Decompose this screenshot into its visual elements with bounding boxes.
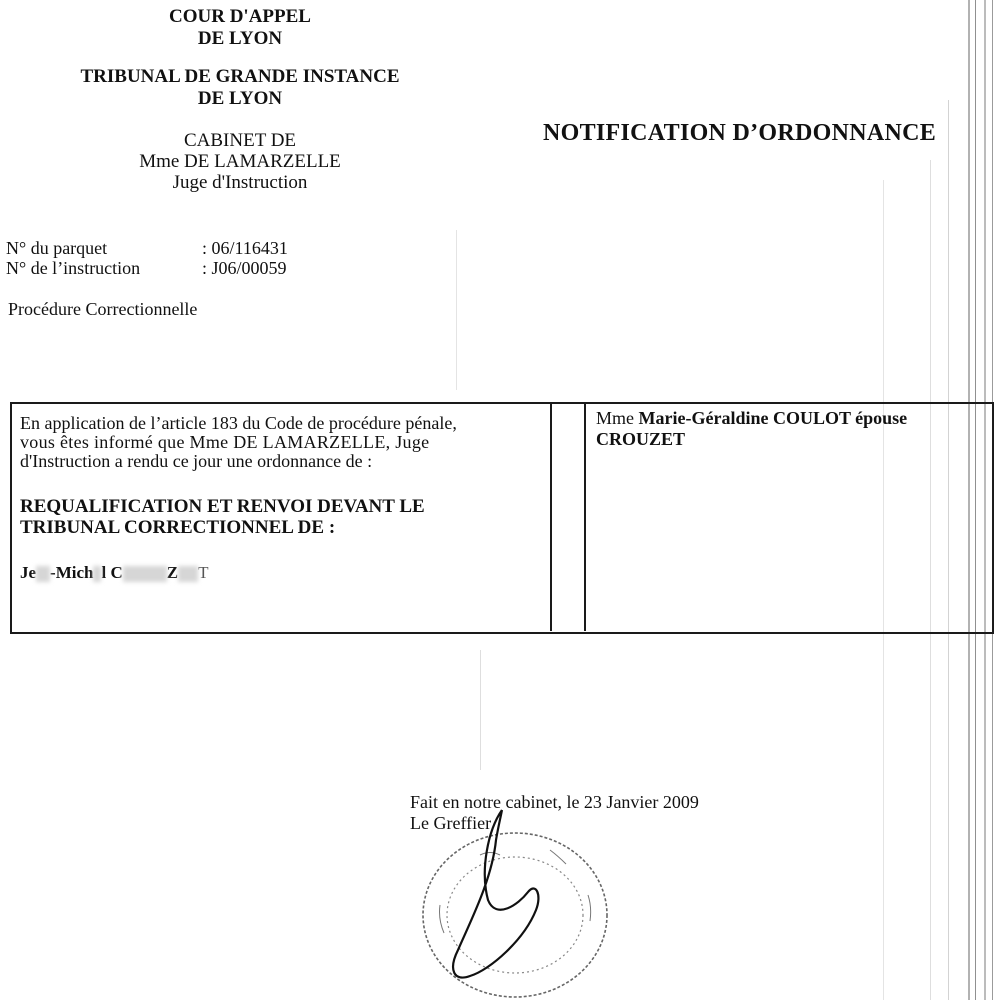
scan-artifact	[948, 100, 949, 1000]
ref-instruction-label: N° de l’instruction	[6, 258, 141, 278]
scan-artifact	[992, 0, 993, 1000]
court-name	[140, 6, 340, 50]
handwritten-signature	[440, 800, 560, 990]
place-date: Fait en notre cabinet, le 23 Janvier 2009	[410, 792, 699, 812]
scan-artifact	[968, 0, 970, 1000]
procedure-type: Procédure Correctionnelle	[8, 299, 198, 319]
tribunal-line-2: DE LYON	[197, 88, 283, 109]
cabinet-judge: Mme DE LAMARZELLE	[139, 151, 341, 172]
redaction-blur-4	[178, 566, 198, 582]
redacted-person-name	[20, 562, 208, 583]
scan-artifact	[975, 0, 976, 1000]
tribunal-name	[40, 66, 440, 110]
court-line-2: DE LYON	[197, 28, 283, 49]
decision-line-2: TRIBUNAL CORRECTIONNEL DE :	[20, 517, 336, 538]
recipient-line-1	[596, 408, 984, 429]
decision-text	[20, 496, 550, 538]
court-line-1: COUR D'APPEL	[169, 6, 311, 27]
ref-parquet	[6, 238, 366, 259]
recipient	[596, 408, 984, 450]
box-divider-2	[584, 404, 586, 631]
intro-line-3: d'Instruction a rendu ce jour une ordonnance de :	[20, 451, 373, 471]
redaction-blur-1	[36, 566, 50, 582]
notification-intro	[20, 414, 550, 471]
name-fragment-5: T	[198, 563, 209, 582]
ref-instruction	[6, 258, 366, 279]
cabinet-role: Juge d'Instruction	[172, 172, 308, 193]
scan-artifact	[883, 180, 884, 1000]
recipient-prefix: Mme	[596, 408, 639, 428]
scan-artifact	[930, 160, 931, 1000]
name-fragment-4: Z	[166, 563, 179, 582]
ref-parquet-label: N° du parquet	[6, 238, 108, 258]
greffier-label: Le Greffier	[410, 813, 492, 833]
cabinet-line-1: CABINET DE	[183, 130, 297, 151]
intro-line-1: En application de l’article 183 du Code de procédure pénale,	[20, 413, 457, 433]
ref-parquet-value: : 06/116431	[202, 238, 288, 258]
name-fragment-2: -Mich	[50, 563, 94, 582]
recipient-line-2: CROUZET	[596, 429, 686, 449]
document-title: NOTIFICATION D’ORDONNANCE	[543, 120, 937, 146]
scan-artifact	[456, 230, 457, 390]
box-divider-1	[550, 404, 552, 631]
name-fragment-3: l C	[101, 563, 123, 582]
scan-artifact	[984, 0, 986, 1000]
scan-artifact	[480, 650, 481, 770]
redaction-blur-3	[123, 566, 167, 582]
ref-instruction-value: : J06/00059	[202, 258, 287, 278]
name-fragment-1: Je	[20, 563, 37, 582]
tribunal-line-1: TRIBUNAL DE GRANDE INSTANCE	[80, 66, 400, 87]
decision-line-1: REQUALIFICATION ET RENVOI DEVANT LE	[20, 496, 425, 517]
cabinet-block	[90, 130, 390, 193]
redaction-blur-2	[93, 566, 101, 582]
recipient-name: Marie-Géraldine COULOT épouse	[638, 408, 908, 428]
intro-line-2: vous êtes informé que Mme DE LAMARZELLE, Juge	[20, 432, 430, 452]
